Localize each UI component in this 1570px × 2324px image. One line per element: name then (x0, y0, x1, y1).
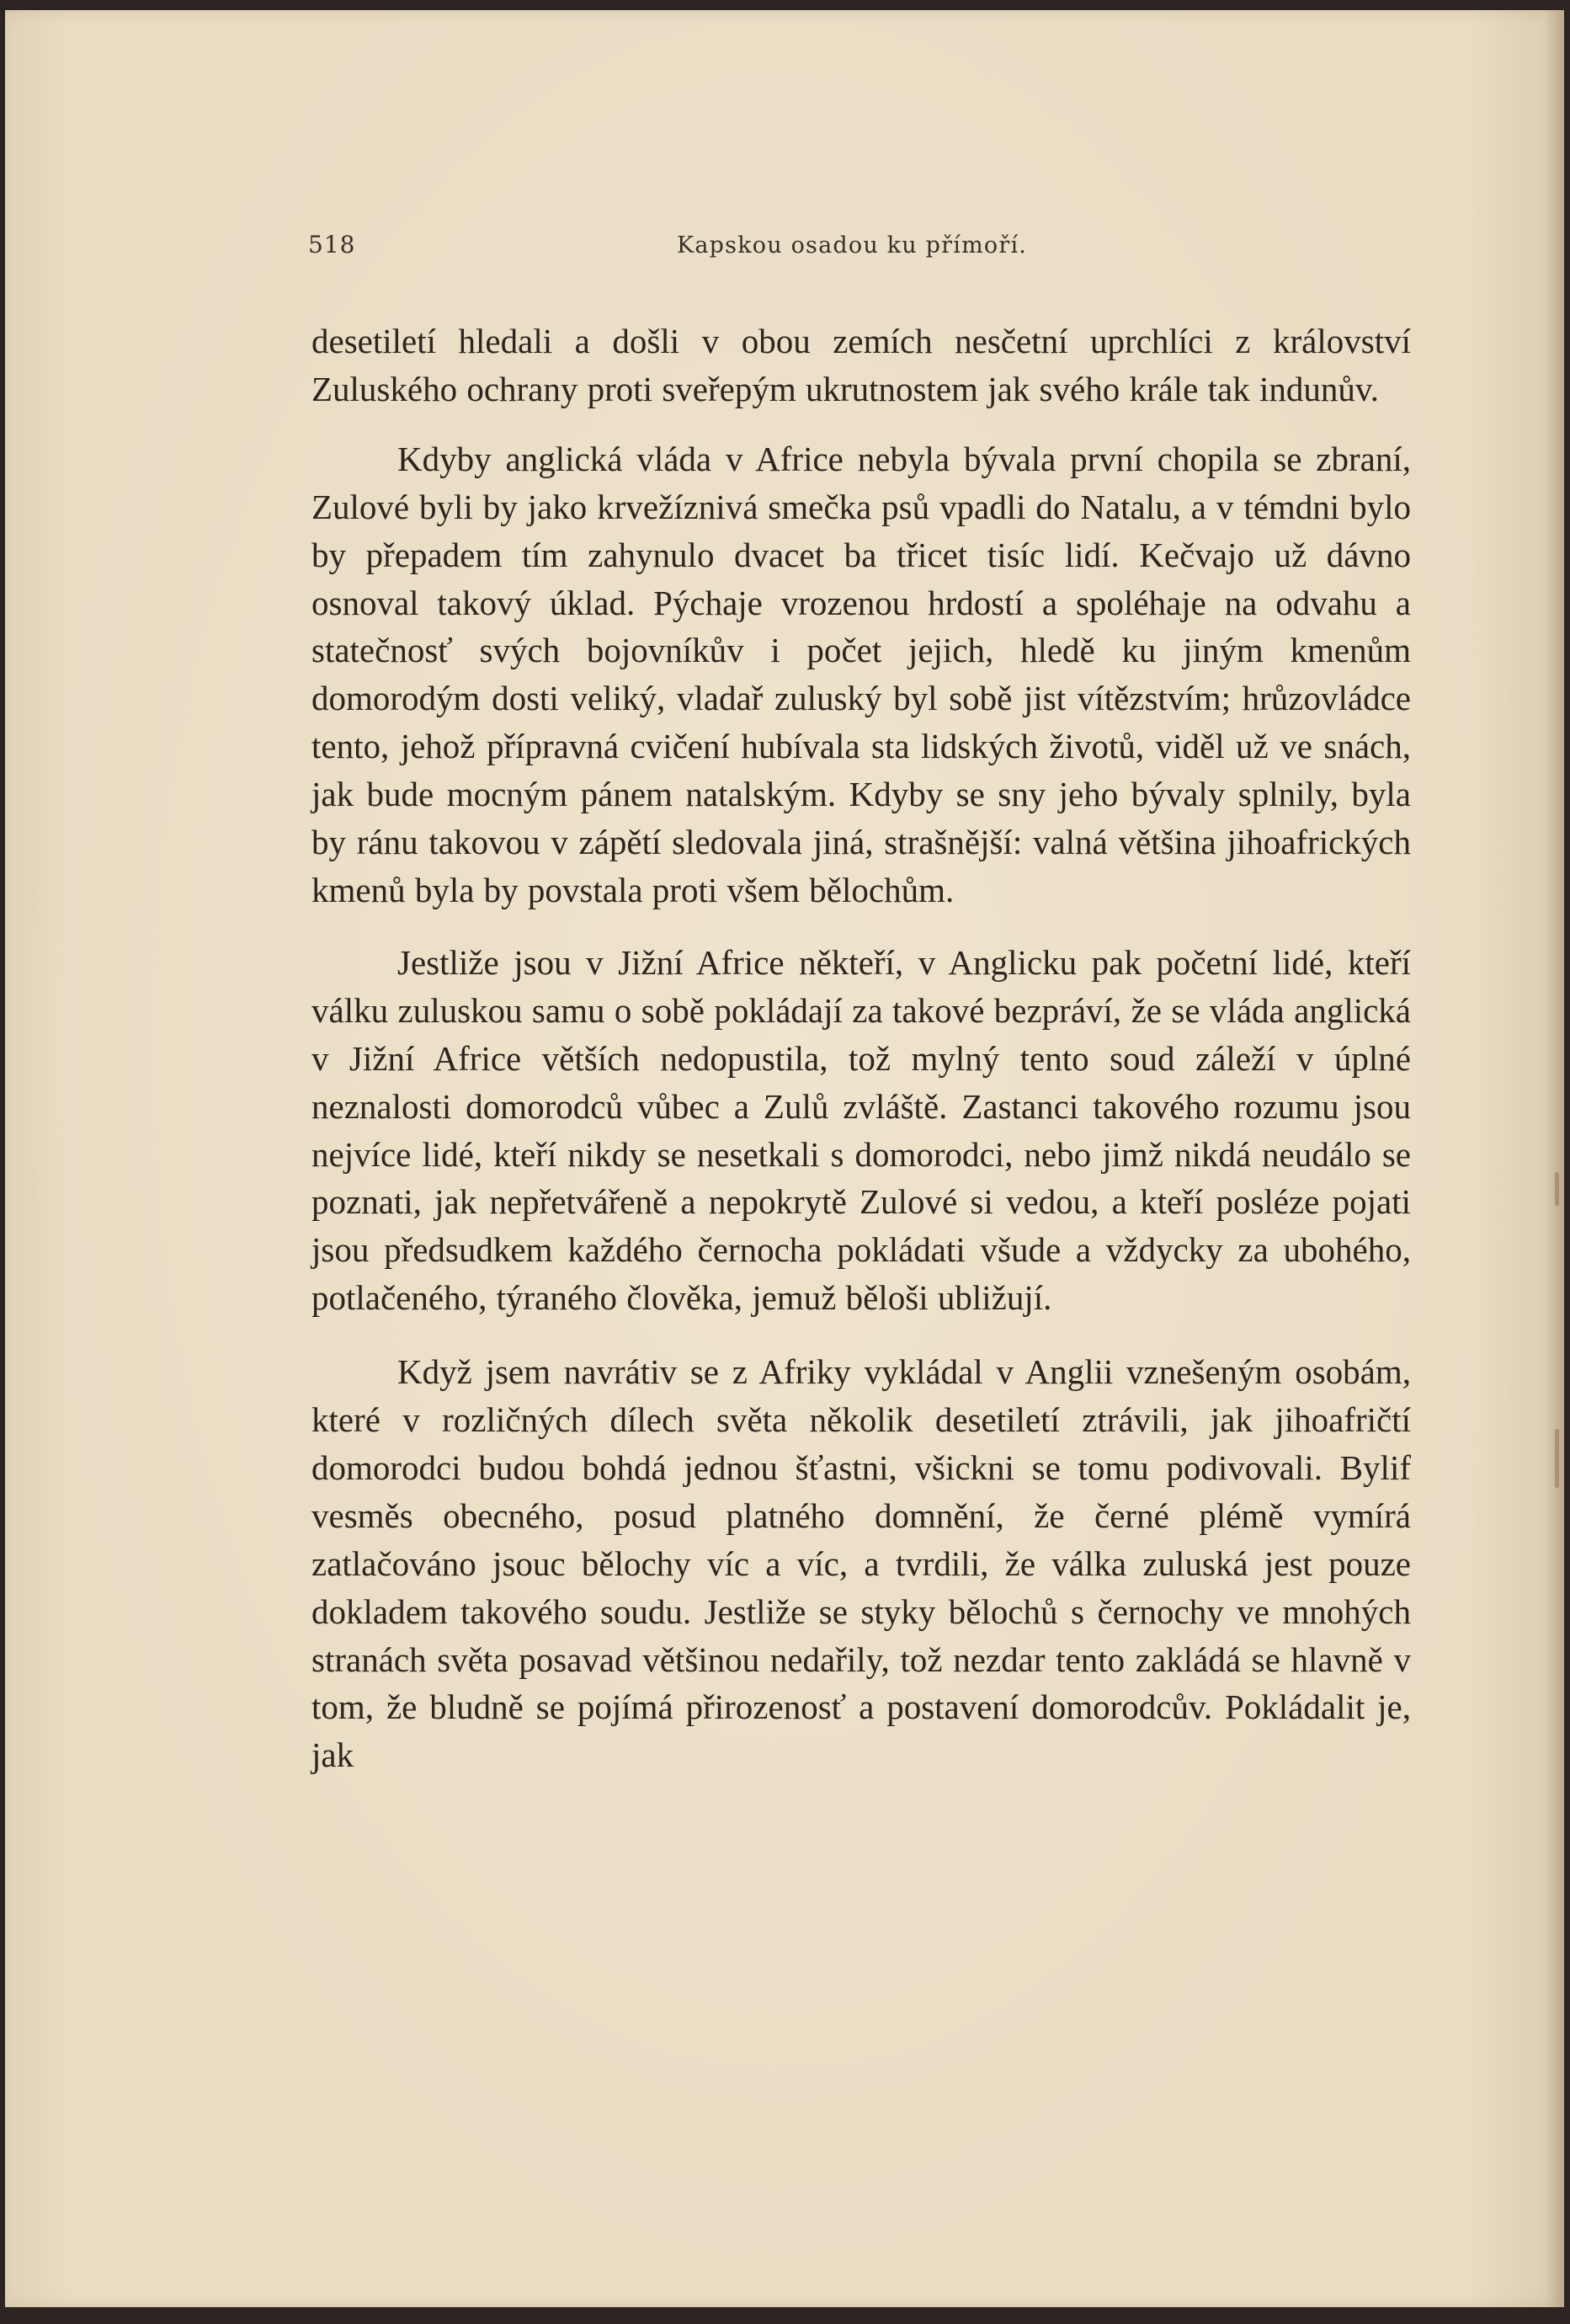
edge-mark (1555, 1172, 1559, 1206)
paragraph: Kdyby anglická vláda v Africe nebyla bývala první chopila se zbraní, Zulové byli by jako krvežíznivá smečka psů vpadli do Natalu, a v témdni bylo by přepadem tím zahynulo dvacet ba třicet tisíc lidí. Kečvajo už dávno osnoval takový úklad. Pýchaje vrozenou hrdostí a spoléhaje na odvahu a statečnosť svých bojovníkův i počet jejich, hledě ku jiným kmenům domorodým dosti veliký, vladař zuluský byl sobě jist vítězstvím; hrůzovládce tento, jehož přípravná cvičení hubívala sta lidských životů, viděl už ve snách, jak bude mocným pánem natalským. Kdyby se sny jeho bývaly splnily, byla by ránu takovou v zápětí sledovala jiná, strašnější: valná většina jihoafrických kmenů byla by povstala proti všem bělochům. (311, 439, 1411, 909)
body-text (311, 317, 1411, 1779)
edge-mark (1555, 1429, 1559, 1488)
paragraph-continued: desetiletí hledali a došli v obou zemích nesčetní uprchlíci z království Zuluského ochrany proti sveřepým ukrutnostem jak svého krále tak indunův. (311, 322, 1411, 408)
page-header (5, 231, 1564, 268)
running-title: Kapskou osadou ku přímoří. (677, 232, 1028, 259)
paragraph: Když jsem navrátiv se z Afriky vykládal v Anglii vznešeným osobám, které v rozličných dílech světa několik desetiletí ztrávili, jak jihoafričtí domorodci budou bohdá jednou šťastni, všickni se tomu podivovali. Bylif vesměs obecného, posud platného domnění, že černé plémě vymírá zatlačováno jsouc bělochy víc a víc, a tvrdili, že válka zuluská jest pouze dokladem takového soudu. Jestliže se styky bělochů s černochy ve mnohých stranách světa posavad většinou nedařily, tož nezdar tento zakládá se hlavně v tom, že bludně se pojímá přirozenosť a postavení domorodcův. Pokládalit je, jak (311, 1352, 1411, 1775)
paragraph: Jestliže jsou v Jižní Africe někteří, v Anglicku pak početní lidé, kteří válku zuluskou samu o sobě pokládají za takové bezpráví, že se vláda anglická v Jižní Africe větších nedopustila, tož mylný tento soud záleží v úplné neznalosti domorodců vůbec a Zulů zvláště. Zastanci takového rozumu jsou nejvíce lidé, kteří nikdy se nesetkali s domorodci, nebo jimž nikdá neudálo se poznati, jak nepřetvářeně a nepokrytě Zulové si vedou, a kteří posléze pojati jsou předsudkem každého černocha pokládati všude a vždycky za ubohého, potlačeného, týraného člověka, jemuž běloši ubližují. (311, 942, 1411, 1318)
book-page (5, 10, 1564, 2307)
page-edge-shadow (1546, 10, 1564, 2307)
page-number: 518 (308, 231, 356, 259)
